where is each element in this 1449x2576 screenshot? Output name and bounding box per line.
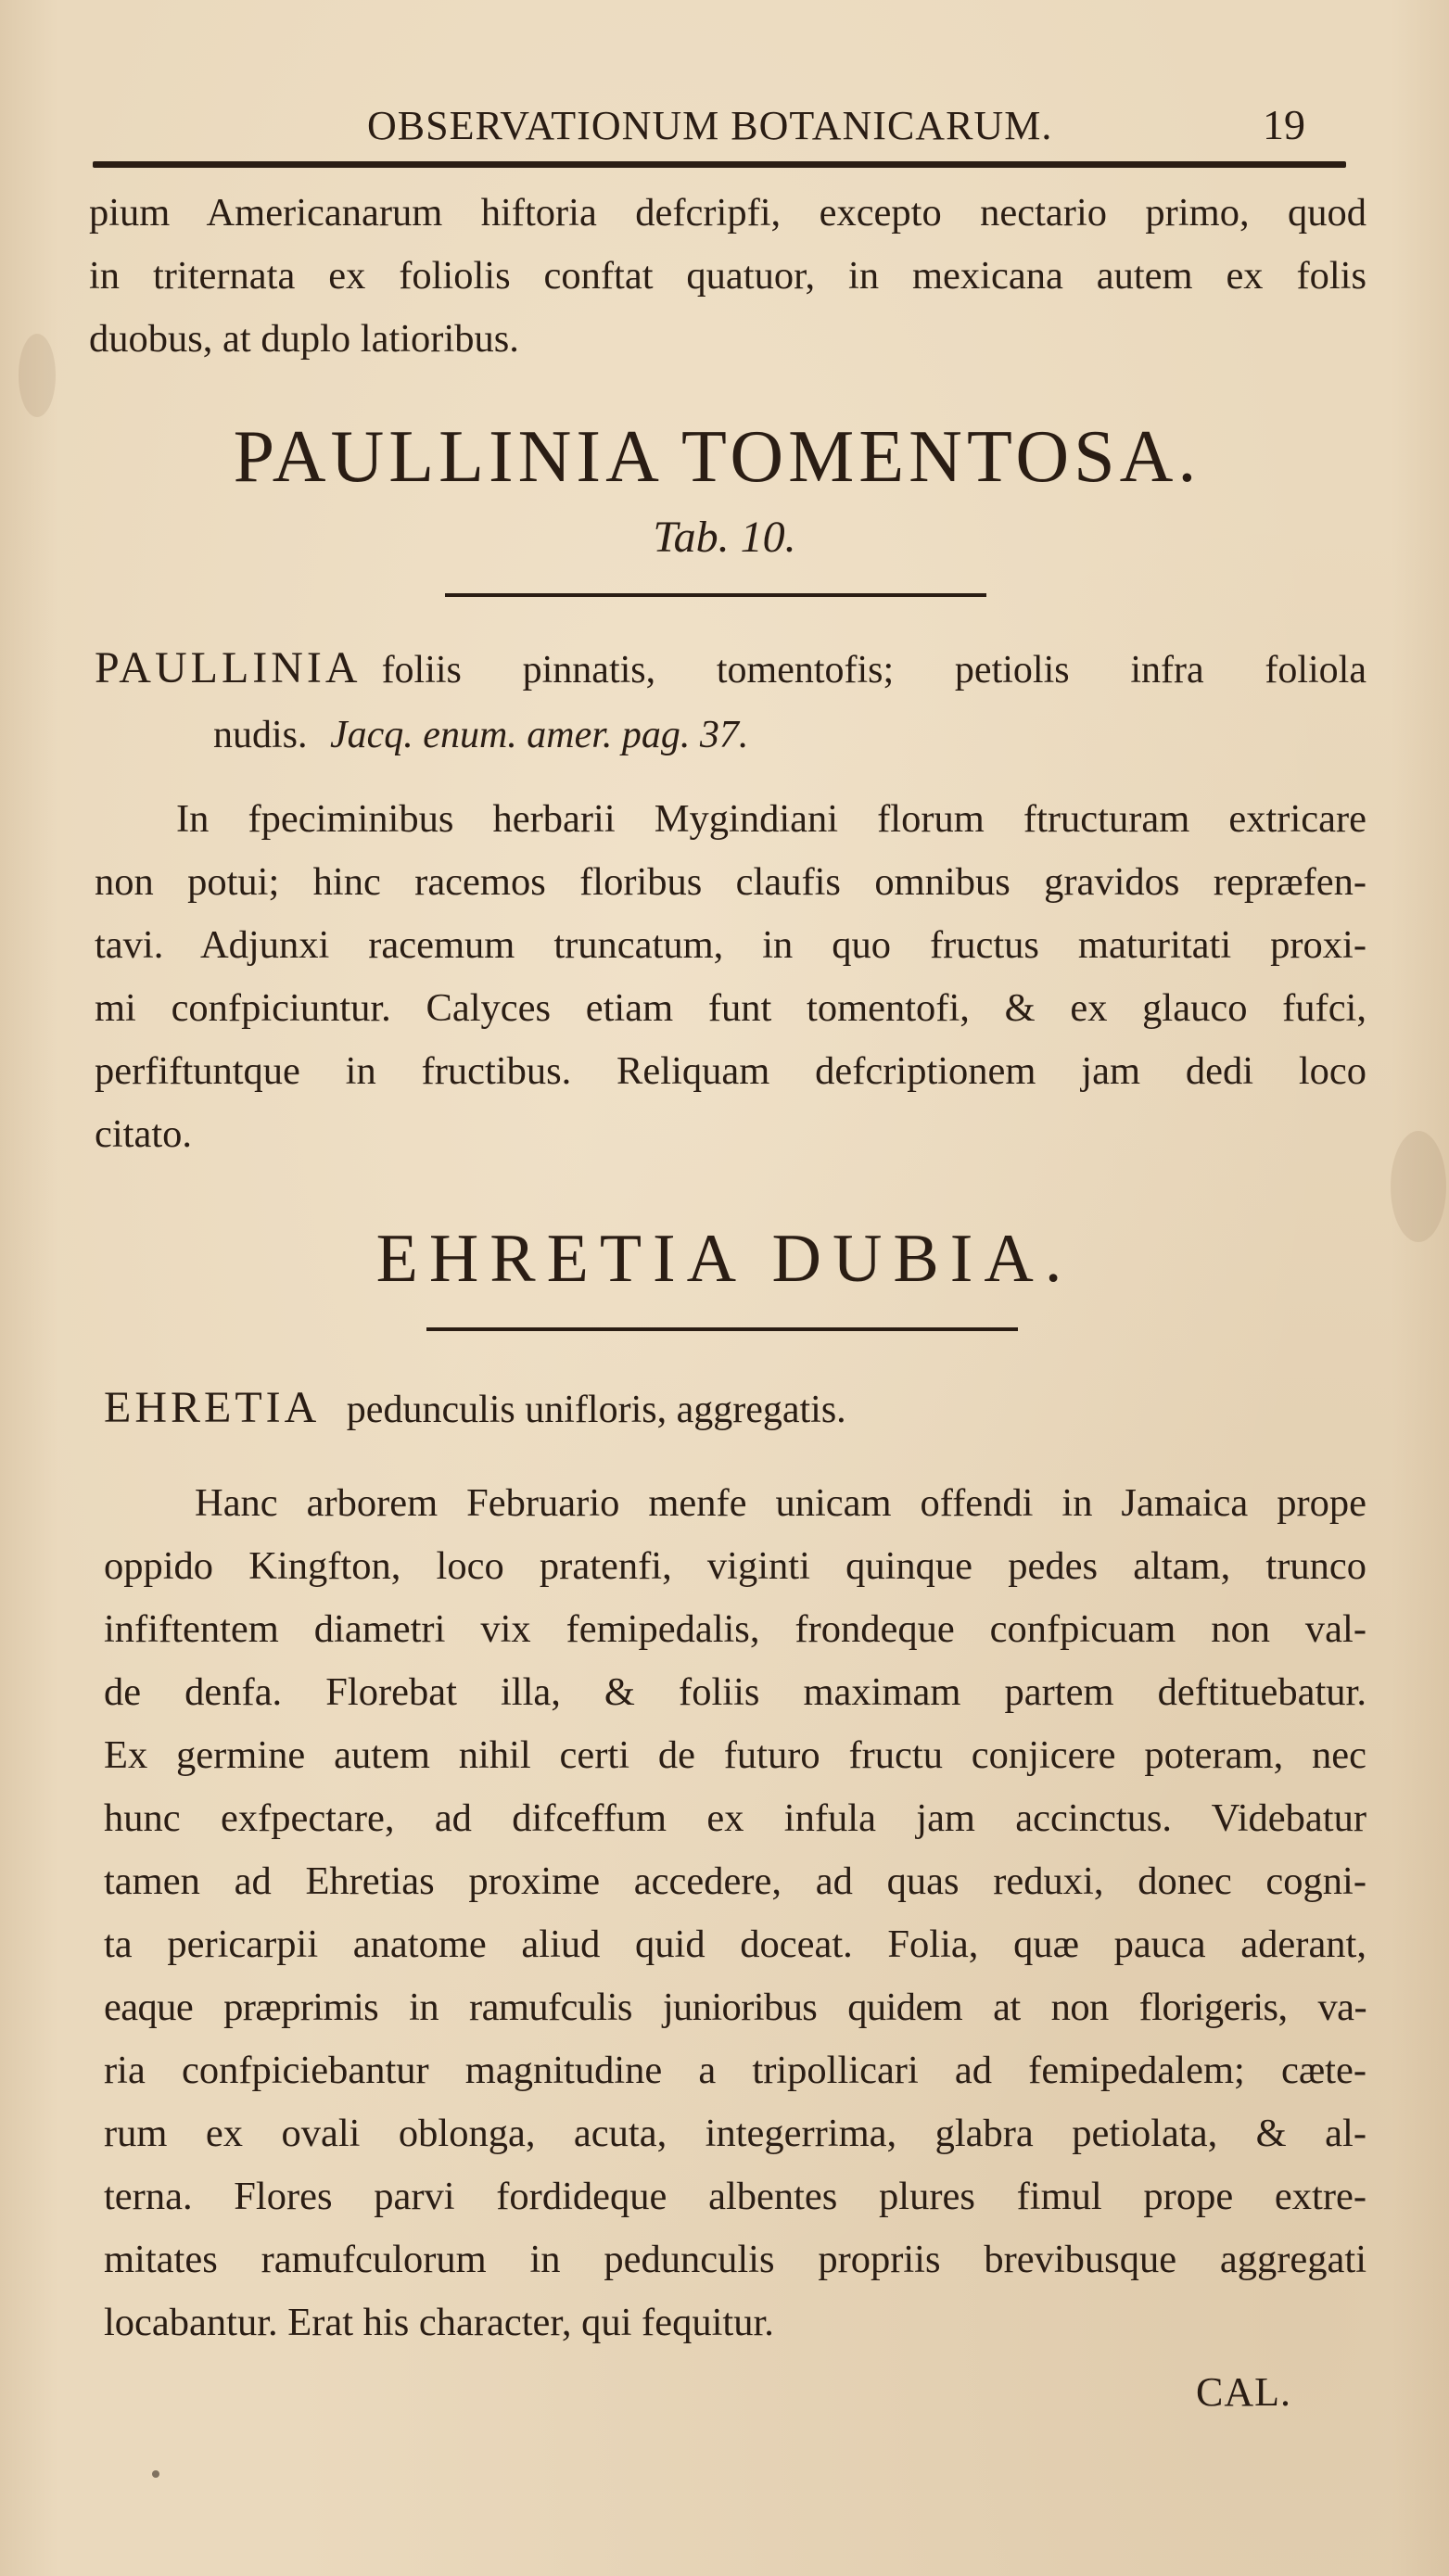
body-line: terna. Flores parvi fordideque albentes plures fimul prope extre- [104, 2175, 1366, 2218]
section-rule [426, 1327, 1018, 1331]
body-line: locabantur. Erat his character, qui fequitur. [104, 2301, 774, 2344]
paullinia-description [95, 788, 1366, 1166]
body-line: In fpeciminibus herbarii Mygindiani florum ftructuram extricare [176, 797, 1366, 841]
body-line: Hanc arborem Februario menfe unicam offendi in Jamaica prope [195, 1481, 1366, 1525]
body-line: tamen ad Ehretias proxime accedere, ad quas reduxi, donec cogni- [104, 1859, 1366, 1903]
page-number: 19 [1263, 101, 1305, 148]
header-rule [93, 161, 1346, 168]
diagnosis-text: foliis pinnatis, tomentofis; petiolis infra foliola [381, 649, 1366, 692]
body-line: infiftentem diametri vix femipedalis, frondeque confpicuam non val- [104, 1607, 1366, 1651]
ehretia-diagnosis [104, 1376, 1366, 1442]
running-head [0, 95, 1449, 150]
body-line: Ex germine autem nihil certi de futuro fructu conjicere poteram, nec [104, 1733, 1366, 1777]
body-line: hunc exfpectare, ad difceffum ex infula jam accinctus. Videbatur [104, 1796, 1366, 1840]
running-title: OBSERVATIONUM BOTANICARUM. [367, 103, 1053, 148]
body-line: eaque præprimis in ramufculis junioribus quidem at non florigeris, va- [104, 1986, 1366, 2029]
paullinia-diagnosis [95, 636, 1366, 768]
intro-paragraph [89, 182, 1366, 371]
body-line: non potui; hinc racemos floribus claufis omnibus gravidos repræfen- [95, 860, 1366, 904]
diagnosis-genus: PAULLINIA [95, 643, 362, 692]
body-line: mitates ramufculorum in pedunculis propriis brevibusque aggregati [104, 2238, 1366, 2281]
intro-line: duobus, at duplo latioribus. [89, 317, 519, 361]
diagnosis-text: nudis. [213, 714, 308, 756]
body-line: oppido Kingfton, loco pratenfi, viginti quinque pedes altam, trunco [104, 1544, 1366, 1588]
body-line: rum ex ovali oblonga, acuta, integerrima, glabra petiolata, & al- [104, 2112, 1366, 2155]
species-heading-ehretia: EHRETIA DUBIA. [375, 1221, 1074, 1297]
literature-citation: Jacq. enum. amer. pag. 37. [330, 714, 749, 756]
body-line: ria confpiciebantur magnitudine a tripollicari ad femipedalem; cæte- [104, 2049, 1366, 2092]
diagnosis-text: pedunculis unifloris, aggregatis. [346, 1389, 846, 1431]
section-rule [445, 593, 986, 597]
body-line: mi confpiciuntur. Calyces etiam funt tomentofi, & ex glauco fufci, [95, 986, 1366, 1030]
body-line: tavi. Adjunxi racemum truncatum, in quo fructus maturitati proxi- [95, 923, 1366, 967]
paper-stain [19, 334, 56, 417]
ehretia-description [104, 1472, 1366, 2354]
intro-line: pium Americanarum hiftoria defcripfi, excepto nectario primo, quod [89, 191, 1366, 235]
catchword: CAL. [1196, 2369, 1291, 2415]
body-line: ta pericarpii anatome aliud quid doceat. Folia, quæ pauca aderant, [104, 1922, 1366, 1966]
intro-line: in triternata ex foliolis conftat quatuor, in mexicana autem ex folis [89, 254, 1366, 298]
plate-reference: Tab. 10. [653, 513, 796, 562]
body-line: de denfa. Florebat illa, & foliis maximam partem deftituebatur. [104, 1670, 1366, 1714]
body-line: perfiftuntque in fructibus. Reliquam defcriptionem jam dedi loco [95, 1049, 1366, 1093]
diagnosis-genus: EHRETIA [104, 1383, 321, 1432]
ink-speck [152, 2470, 159, 2478]
paper-stain [1391, 1131, 1446, 1242]
species-heading-paullinia: PAULLINIA TOMENTOSA. [233, 416, 1201, 498]
body-line: citato. [95, 1112, 193, 1156]
